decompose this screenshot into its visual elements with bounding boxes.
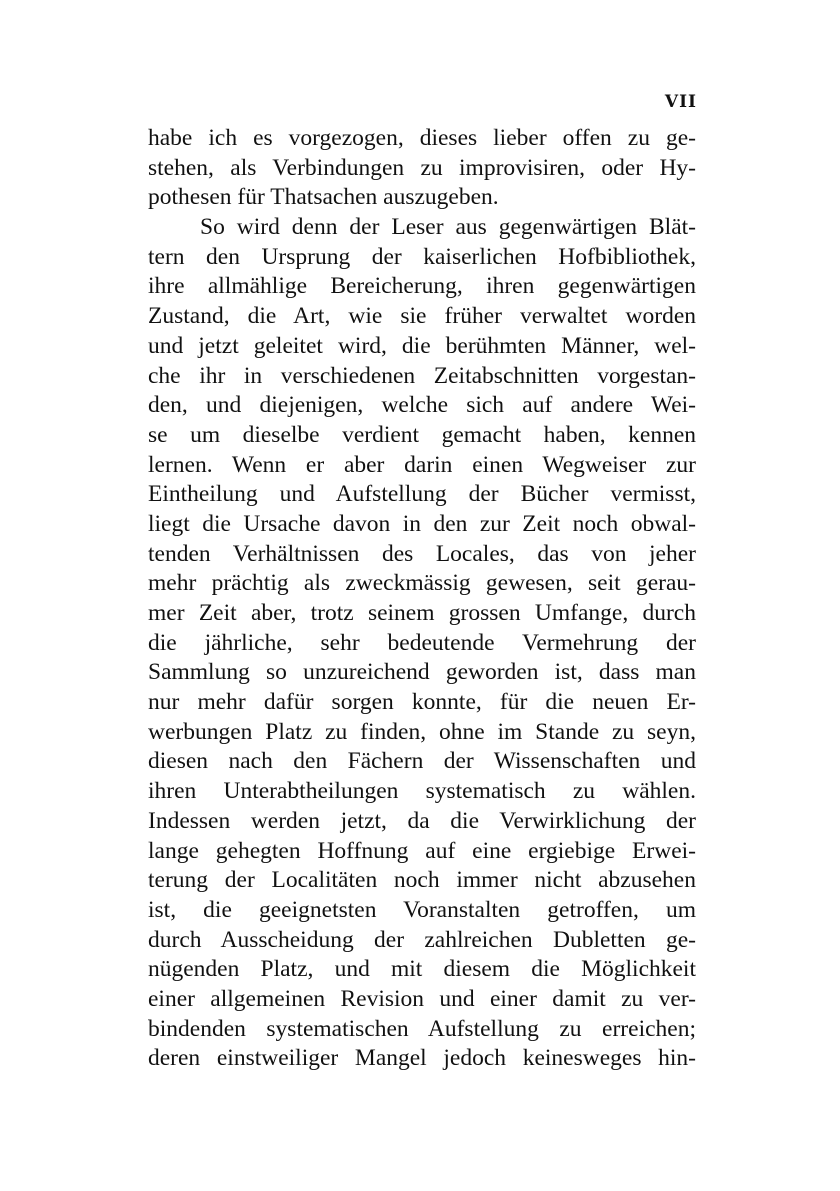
text-line: Sammlung so unzureichend geworden ist, dass man xyxy=(148,659,696,686)
text-line: mer Zeit aber, trotz seinem grossen Umfange, durch xyxy=(148,600,696,626)
page-number: VII xyxy=(664,92,697,112)
text-line: habe ich es vorgezogen, dieses lieber offen zu ge- xyxy=(148,125,696,151)
text-line: diesen nach den Fächern der Wissenschaften und xyxy=(148,748,696,775)
text-line: ihre allmählige Bereicherung, ihren gegenwärtigen xyxy=(148,273,696,300)
text-line: tenden Verhältnissen des Locales, das von jeher xyxy=(148,540,696,567)
text-line: einer allgemeinen Revision und einer damit zu ver- xyxy=(148,985,696,1012)
text-line: durch Ausscheidung der zahlreichen Dubletten ge- xyxy=(148,926,696,953)
text-line: werbungen Platz zu finden, ohne im Stande zu seyn, xyxy=(148,718,696,745)
text-line: nur mehr dafür sorgen konnte, für die neuen Er- xyxy=(148,689,696,716)
text-line: lernen. Wenn er aber darin einen Wegweiser zur xyxy=(148,451,696,478)
text-line: pothesen für Thatsachen auszugeben. xyxy=(148,184,499,211)
text-line: ihren Unterabtheilungen systematisch zu wählen. xyxy=(148,778,696,805)
text-line: Zustand, die Art, wie sie früher verwaltet worden xyxy=(148,303,696,330)
text-line: lange gehegten Hoffnung auf eine ergiebige Erwei- xyxy=(148,837,696,864)
text-line: den, und diejenigen, welche sich auf andere Wei- xyxy=(148,392,696,419)
text-line: tern den Ursprung der kaiserlichen Hofbibliothek, xyxy=(148,243,696,270)
text-line: che ihr in verschiedenen Zeitabschnitten vorgestan- xyxy=(148,362,696,389)
text-line: terung der Localitäten noch immer nicht abzusehen xyxy=(148,867,696,894)
paragraph-start-line: So wird denn der Leser aus gegenwärtigen Blät- xyxy=(200,214,696,241)
text-line: liegt die Ursache davon in den zur Zeit noch obwal- xyxy=(148,510,696,537)
body-text xyxy=(148,124,696,1074)
text-line: Indessen werden jetzt, da die Verwirklichung der xyxy=(148,807,696,834)
text-line: se um dieselbe verdient gemacht haben, kennen xyxy=(148,421,696,448)
text-line: mehr prächtig als zweckmässig gewesen, seit gerau- xyxy=(148,570,696,597)
text-line: stehen, als Verbindungen zu improvisiren, oder Hy- xyxy=(148,154,696,181)
text-line: ist, die geeignetsten Voranstalten getroffen, um xyxy=(148,896,696,923)
text-line: und jetzt geleitet wird, die berühmten Männer, wel- xyxy=(148,332,696,359)
text-line: bindenden systematischen Aufstellung zu erreichen; xyxy=(148,1015,696,1042)
text-line: Eintheilung und Aufstellung der Bücher vermisst, xyxy=(148,481,696,508)
text-line: nügenden Platz, und mit diesem die Möglichkeit xyxy=(148,956,696,983)
text-line: deren einstweiliger Mangel jedoch keinesweges hin- xyxy=(148,1045,696,1072)
text-line: die jährliche, sehr bedeutende Vermehrung der xyxy=(148,629,696,656)
